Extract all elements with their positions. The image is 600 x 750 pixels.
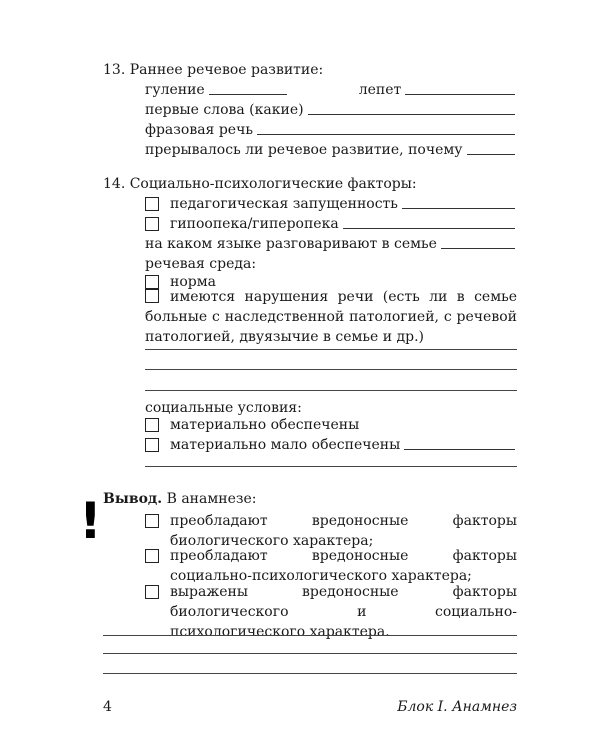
cooing-label: гуление bbox=[145, 82, 205, 98]
social-label: социальные условия: bbox=[145, 400, 302, 416]
neglect-field[interactable] bbox=[402, 208, 515, 209]
write-line[interactable] bbox=[145, 369, 517, 370]
babble-field[interactable] bbox=[405, 94, 515, 95]
first-words-label: первые слова (какие) bbox=[145, 102, 304, 118]
speech-env-label: речевая среда: bbox=[145, 256, 257, 272]
conclusion-label: Вывод. bbox=[103, 491, 163, 507]
phrasal-field[interactable] bbox=[257, 134, 515, 135]
page-number: 4 bbox=[103, 699, 112, 715]
cooing-row bbox=[145, 80, 515, 100]
secure-label: материально обеспечены bbox=[170, 417, 360, 433]
social-factors-checkbox[interactable] bbox=[145, 549, 159, 563]
language-row bbox=[145, 234, 515, 254]
secure-row bbox=[145, 415, 515, 435]
interrupted-row bbox=[145, 140, 515, 160]
conclusion-intro: В анамнезе: bbox=[166, 491, 257, 507]
language-field[interactable] bbox=[441, 248, 515, 249]
poor-label: материально мало обеспечены bbox=[170, 437, 401, 453]
write-line[interactable] bbox=[145, 390, 517, 391]
language-label: на каком языке разговаривают в семье bbox=[145, 236, 437, 252]
neglect-checkbox[interactable] bbox=[145, 197, 159, 211]
section-14-title: 14. Социально-психологические факторы: bbox=[103, 176, 417, 192]
write-line[interactable] bbox=[145, 466, 517, 467]
bio-checkbox[interactable] bbox=[145, 514, 159, 528]
write-line[interactable] bbox=[145, 349, 517, 350]
social-factors-text: преобладают вредоносные факторы социально-психологического характера; bbox=[170, 548, 517, 584]
section-13-title: 13. Раннее речевое развитие: bbox=[103, 62, 324, 78]
care-field[interactable] bbox=[343, 228, 515, 229]
write-line[interactable] bbox=[103, 635, 517, 636]
poor-row bbox=[145, 435, 515, 455]
disorders-text: имеются нарушения речи (есть ли в семье больные с наследственной патологией, с речевой патологией, двуязычие в семье и др.) bbox=[145, 289, 517, 345]
first-words-row bbox=[145, 100, 515, 120]
write-line[interactable] bbox=[103, 673, 517, 674]
interrupted-label: прерывалось ли речевое развитие, почему bbox=[145, 142, 463, 158]
phrasal-label: фразовая речь bbox=[145, 122, 253, 138]
secure-checkbox[interactable] bbox=[145, 418, 159, 432]
write-line[interactable] bbox=[103, 653, 517, 654]
first-words-field[interactable] bbox=[308, 114, 515, 115]
speech-env-row bbox=[145, 254, 515, 274]
interrupted-field[interactable] bbox=[467, 154, 515, 155]
conclusion-heading bbox=[103, 489, 257, 509]
care-label: гипоопека/гиперопека bbox=[170, 216, 339, 232]
babble-label: лепет bbox=[358, 82, 402, 98]
exclamation-icon: ! bbox=[79, 492, 102, 550]
neglect-label: педагогическая запущенность bbox=[170, 196, 398, 212]
phrasal-row bbox=[145, 120, 515, 140]
both-text: выражены вредоносные факторы биологического и социально-психологического характера. bbox=[170, 584, 517, 640]
poor-checkbox[interactable] bbox=[145, 438, 159, 452]
neglect-row bbox=[145, 194, 515, 214]
care-checkbox[interactable] bbox=[145, 217, 159, 231]
bio-text: преобладают вредоносные факторы биологического характера; bbox=[170, 513, 517, 549]
norm-label: норма bbox=[170, 274, 216, 290]
both-checkbox[interactable] bbox=[145, 585, 159, 599]
poor-field[interactable] bbox=[404, 449, 515, 450]
care-row bbox=[145, 214, 515, 234]
block-title: Блок I. Анамнез bbox=[397, 699, 517, 715]
cooing-field[interactable] bbox=[209, 94, 287, 95]
